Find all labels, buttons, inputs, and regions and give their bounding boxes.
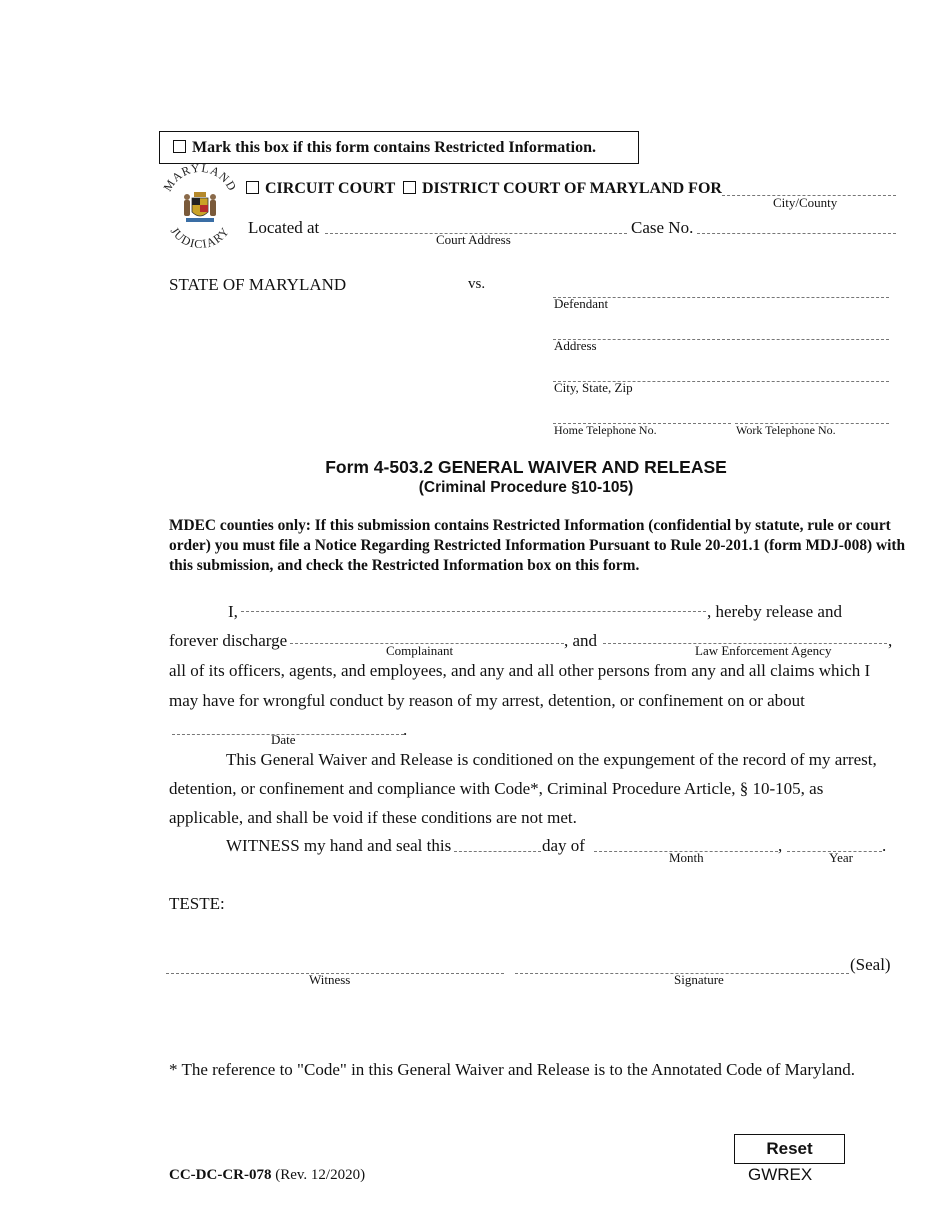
i-label: I, [228,602,238,621]
law-enforcement-caption: Law Enforcement Agency [695,643,832,658]
home-phone-field[interactable] [553,410,731,424]
month-caption: Month [669,850,704,865]
para2-line3: applicable, and shall be void if these conditions are not met. [169,808,577,827]
form-revision: (Rev. 12/2020) [275,1167,366,1183]
teste-label: TESTE: [169,894,225,913]
form-number: CC-DC-CR-078 [169,1167,272,1183]
maryland-judiciary-seal [160,164,240,252]
located-at-label: Located at [248,218,320,237]
seal-label: (Seal) [850,955,891,974]
complainant-caption: Complainant [386,643,454,658]
restricted-info-box [159,131,639,164]
seal-top-text: MARYLAND [160,164,240,194]
form-number-footer [169,1167,365,1184]
circuit-court-label: CIRCUIT COURT [265,180,396,197]
month-comma: , [778,836,783,855]
district-court-label: DISTRICT COURT OF MARYLAND FOR [422,180,722,197]
city-state-zip-caption: City, State, Zip [554,380,633,395]
law-enforcement-agency-field[interactable] [603,630,887,644]
address-caption: Address [554,338,597,353]
district-court-checkbox[interactable] [403,181,416,194]
day-field[interactable] [454,838,541,852]
form-code: GWREX [748,1165,813,1184]
day-of-text: day of [542,836,585,855]
complainant-field[interactable] [290,630,564,644]
city-county-field[interactable] [722,182,896,196]
mdec-notice: MDEC counties only: If this submission contains Restricted Information (confidential by statute, rule or court order) you must file a Notice Regarding Restricted Information Pursuant to Rule 20-201.1 (form MDJ-008) with this submission, and check the Restricted Information box on this form. [169,517,906,574]
para2-line1: This General Waiver and Release is conditioned on the expungement of the record of my arrest, [226,750,877,769]
case-number-field[interactable] [697,220,896,234]
reset-button[interactable]: Reset [734,1134,845,1164]
court-address-caption: Court Address [436,232,511,247]
para2-line2: detention, or confinement and compliance with Code*, Criminal Procedure Article, § 10-105, as [169,779,824,798]
home-phone-caption: Home Telephone No. [554,423,657,437]
restricted-info-label: Mark this box if this form contains Restricted Information. [192,139,596,156]
signature-caption: Signature [674,972,724,987]
circuit-court-option[interactable] [246,180,395,198]
hereby-release-text: , hereby release and [707,602,842,621]
date-caption: Date [271,732,296,747]
body-line-4: may have for wrongful conduct by reason of my arrest, detention, or confinement on or about [169,691,805,710]
seal-bottom-text: JUDICIARY [167,224,233,252]
case-no-label: Case No. [631,218,694,237]
releasor-name-field[interactable] [241,598,706,612]
and-text: , and [564,631,598,650]
circuit-court-checkbox[interactable] [246,181,259,194]
plaintiff-label: STATE OF MARYLAND [169,275,347,294]
work-phone-caption: Work Telephone No. [736,423,836,437]
witness-caption: Witness [309,972,351,987]
form-title: Form 4-503.2 GENERAL WAIVER AND RELEASE [325,457,727,477]
witness-hand-text: WITNESS my hand and seal this [226,836,452,855]
city-county-caption: City/County [773,195,838,210]
restricted-info-checkbox[interactable] [173,140,186,153]
year-period: . [882,836,887,855]
defendant-address-field[interactable] [553,326,889,340]
date-period: . [403,720,408,739]
form-subtitle: (Criminal Procedure §10-105) [418,479,634,496]
defendant-caption: Defendant [554,296,609,311]
body-line-3: all of its officers, agents, and employees, and any and all other persons from any and all claims which I [169,661,871,680]
year-caption: Year [829,850,853,865]
district-court-option[interactable] [403,180,722,198]
versus-label: vs. [468,276,486,292]
code-footnote: * The reference to "Code" in this General Waiver and Release is to the Annotated Code of Maryland. [169,1060,856,1079]
comma-text: , [888,631,893,650]
forever-discharge-text: forever discharge [169,631,288,650]
seal-crest-icon [184,192,216,222]
work-phone-field[interactable] [735,410,889,424]
